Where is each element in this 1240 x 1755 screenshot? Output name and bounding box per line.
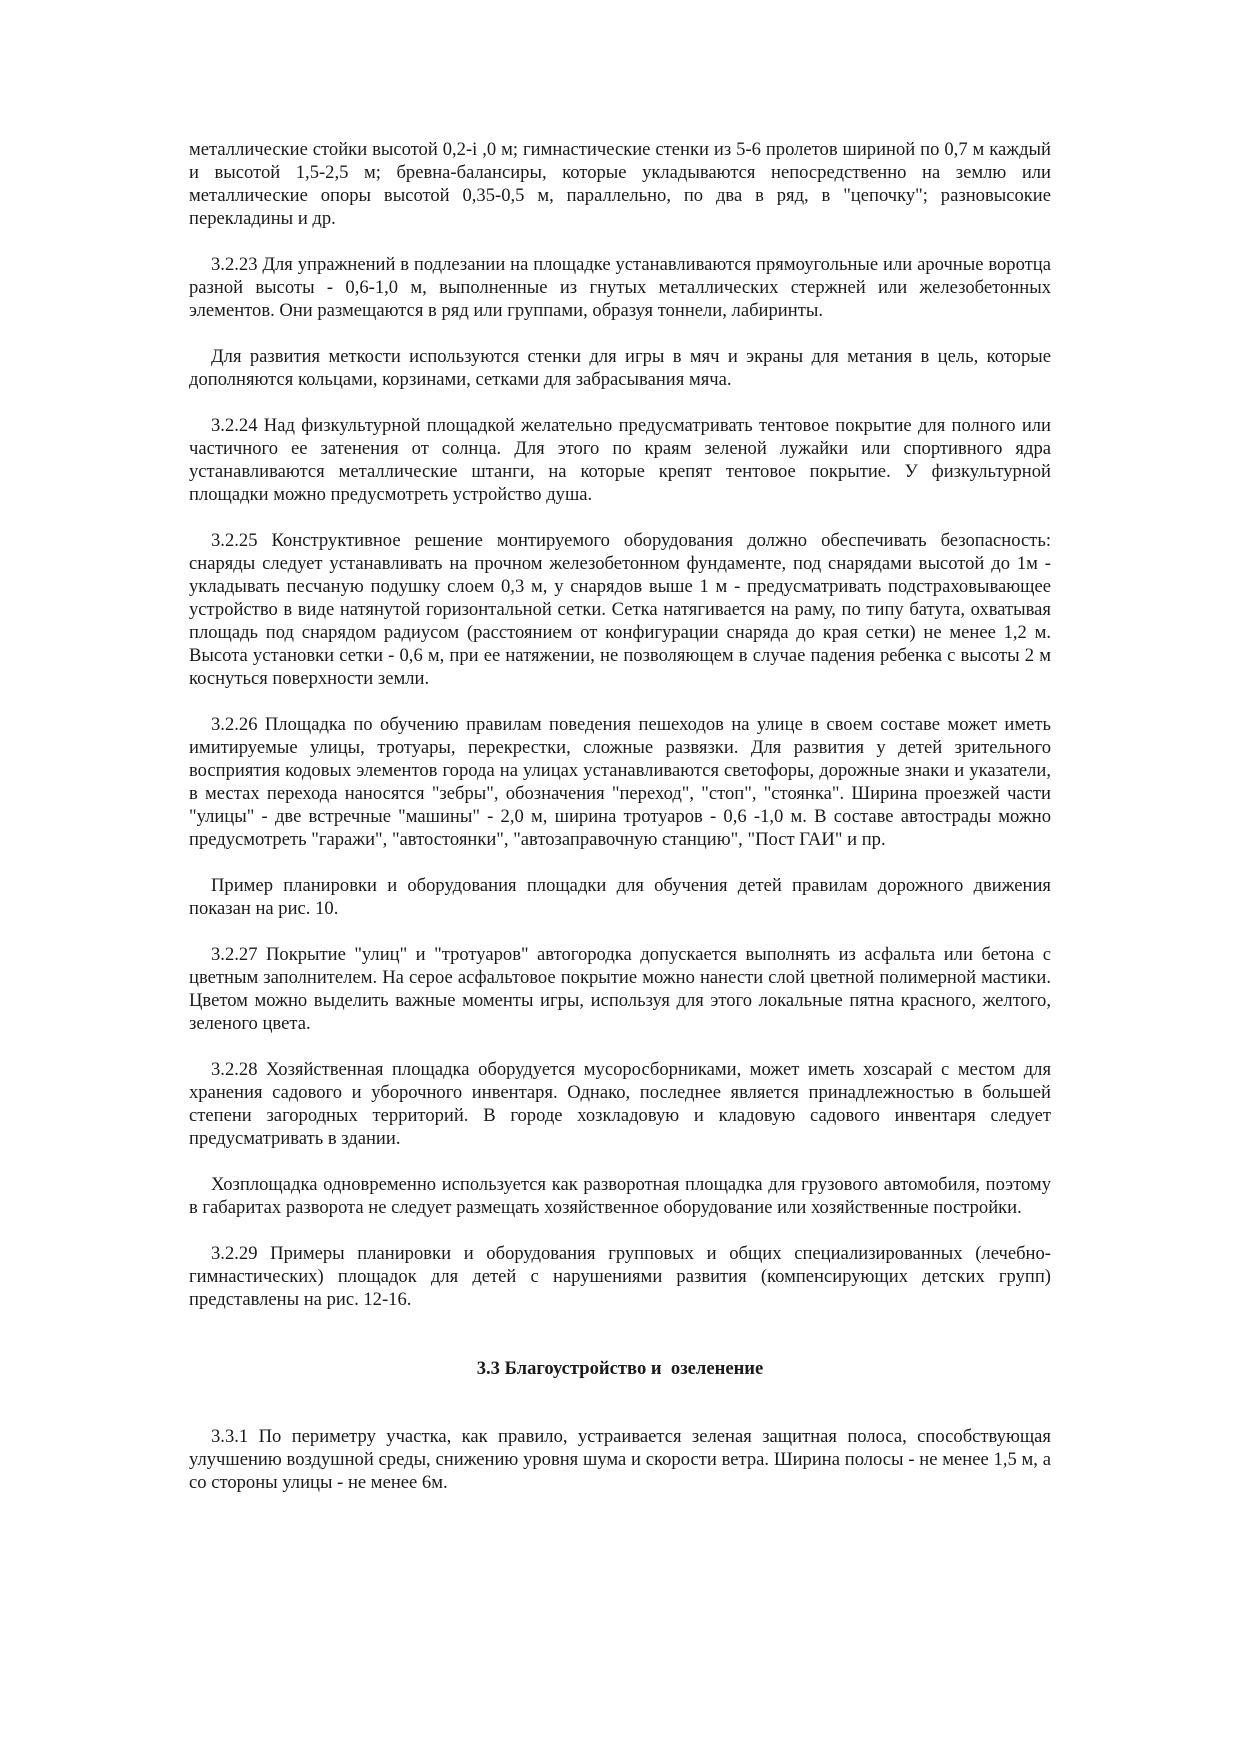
paragraph-accuracy: Для развития меткости используются стенки для игры в мяч и экраны для метания в цель, которые дополняются кольцами, корзинами, сетками для забрасывания мяча. [189, 346, 1051, 390]
paragraph-3-2-27: 3.2.27 Покрытие "улиц" и "тротуаров" автогородка допускается выполнять из асфальта или бетона с цветным заполнителем. На серое асфальтовое покрытие можно нанести слой цветной полимерной мастики. Цветом можно выделить важные моменты игры, используя для этого локальные пятна красного, желтого, зеленого цвета. [189, 944, 1051, 1034]
paragraph-equipment-list: металлические стойки высотой 0,2-і ,0 м; гимнастические стенки из 5-6 пролетов шириной по 0,7 м каждый и высотой 1,5-2,5 м; бревна-балансиры, которые укладываются непосредственно на землю или металлические опоры высотой 0,35-0,5 м, параллельно, по два в ряд, в "цепочку"; разновысокие перекладины и др. [189, 139, 1051, 229]
section-heading: 3.3 Благоустройство и озеленение [476, 1358, 764, 1379]
paragraph-3-2-26: 3.2.26 Площадка по обучению правилам поведения пешеходов на улице в своем составе может иметь имитируемые улицы, тротуары, перекрестки, сложные развязки. Для развития у детей зрительного восприятия кодовых элементов города на улицах устанавливаются светофоры, дорожные знаки и указатели, в местах перехода наносятся "зебры", обозначения "переход", "стоп", "стоянка". Ширина проезжей части "улицы" - две встречные "машины" - 2,0 м, ширина тротуаров - 0,6 -1,0 м. В составе автострады можно предусмотреть "гаражи", "автостоянки", "автозаправочную станцию", "Пост ГАИ" и пр. [189, 714, 1051, 850]
paragraph-3-2-28: 3.2.28 Хозяйственная площадка оборудуется мусоросборниками, может иметь хозсарай с местом для хранения садового и уборочного инвентаря. Однако, последнее является принадлежностью в большей степени загородных территорий. В городе хозкладовую и кладовую садового инвентаря следует предусматривать в здании. [189, 1059, 1051, 1149]
paragraph-3-2-24: 3.2.24 Над физкультурной площадкой желательно предусматривать тентовое покрытие для полного или частичного ее затенения от солнца. Для этого по краям зеленой лужайки или спортивного ядра устанавливаются металлические штанги, на которые крепят тентовое покрытие. У физкультурной площадки можно предусмотреть устройство душа. [189, 415, 1051, 505]
document-page [189, 138, 1051, 1517]
paragraph-example-fig10: Пример планировки и оборудования площадки для обучения детей правилам дорожного движения показан на рис. 10. [189, 875, 1051, 919]
paragraph-3-2-29: 3.2.29 Примеры планировки и оборудования групповых и общих специализированных (лечебно-гимнастических) площадок для детей с нарушениями развития (компенсирующих детских групп) представлены на рис. 12-16. [189, 1243, 1051, 1310]
paragraph-3-3-1: 3.3.1 По периметру участка, как правило, устраивается зеленая защитная полоса, способствующая улучшению воздушной среды, снижению уровня шума и скорости ветра. Ширина полосы - не менее 1,5 м, а со стороны улицы - не менее 6м. [189, 1426, 1051, 1493]
paragraph-3-2-25: 3.2.25 Конструктивное решение монтируемого оборудования должно обеспечивать безопасность: снаряды следует устанавливать на прочном железобетонном фундаменте, под снарядами высотой до 1м - укладывать песчаную подушку слоем 0,3 м, у снарядов выше 1 м - предусматривать подстраховывающее устройство в виде натянутой горизонтальной сетки. Сетка натягивается на раму, по типу батута, охватывая площадь под снарядом радиусом (расстоянием от конфигурации снаряда до края сетки) не менее 1,2 м. Высота установки сетки - 0,6 м, при ее натяжении, не позволяющем в случае падения ребенка с высоты 2 м коснуться поверхности земли. [189, 530, 1051, 689]
paragraph-utility-yard: Хозплощадка одновременно используется как разворотная площадка для грузового автомобиля, поэтому в габаритах разворота не следует размещать хозяйственное оборудование или хозяйственные постройки. [189, 1174, 1051, 1218]
paragraph-3-2-23: 3.2.23 Для упражнений в подлезании на площадке устанавливаются прямоугольные или арочные воротца разной высоты - 0,6-1,0 м, выполненные из гнутых металлических стержней или железобетонных элементов. Они размещаются в ряд или группами, образуя тоннели, лабиринты. [189, 254, 1051, 321]
